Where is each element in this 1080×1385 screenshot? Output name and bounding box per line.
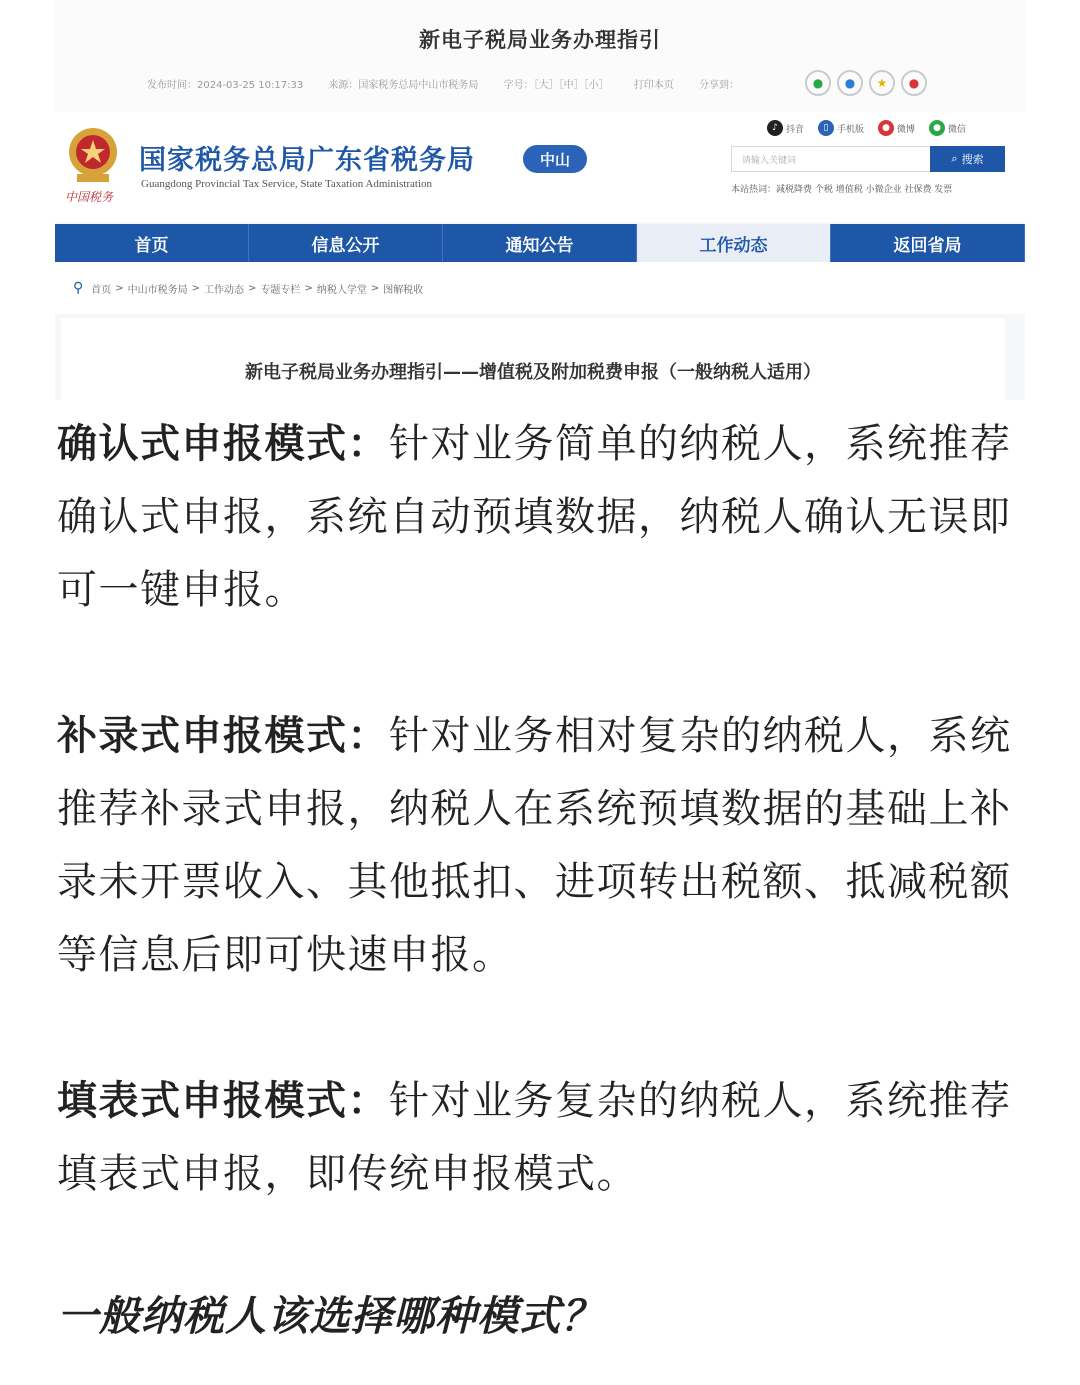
desc-form-mode: 针对业务复杂的纳税人，系统推荐填表式申报，即传统申报模式。 (57, 1078, 1012, 1197)
site-name[interactable]: 国家税务总局广东省税务局 (139, 145, 475, 176)
breadcrumb-separator: > (248, 282, 257, 294)
main-nav (55, 224, 1025, 262)
search-icon: ⌕ (951, 152, 958, 165)
nav-item-work-news[interactable]: 工作动态 (637, 224, 831, 262)
section-question: 一般纳税人该选择哪种模式？ (57, 1292, 603, 1340)
breadcrumb (55, 262, 1025, 314)
qzone-icon[interactable]: ★ (869, 70, 895, 96)
term-supplement-mode: 补录式申报模式： (57, 713, 389, 759)
article-body (57, 408, 1032, 1284)
term-confirm-mode: 确认式申报模式： (57, 421, 389, 467)
top-link-wechat[interactable] (929, 120, 966, 136)
site-name-en: Guangdong Provincial Tax Service, State Taxation Administration (141, 178, 433, 190)
top-link-label: 抖音 (786, 124, 805, 135)
content-card (61, 318, 1005, 400)
breadcrumb-separator: > (370, 282, 380, 294)
nav-item-home[interactable]: 首页 (55, 224, 249, 262)
weibo-icon: ● (878, 120, 894, 136)
article-source: 来源：国家税务总局中山市税务局 (328, 80, 479, 91)
nav-item-back-to-province[interactable]: 返回省局 (831, 224, 1025, 262)
location-pin-icon: ⚲ (73, 280, 84, 296)
page-title: 新电子税局业务办理指引——增值税及附加税费申报（一般纳税人适用） (245, 362, 821, 383)
share-label: 分享到： (698, 80, 739, 91)
breadcrumb-item[interactable]: 纳税人学堂 (316, 284, 367, 296)
weibo-icon[interactable]: ● (901, 70, 927, 96)
breadcrumb-item[interactable]: 中山市税务局 (127, 284, 188, 296)
wechat-icon[interactable]: ● (805, 70, 831, 96)
breadcrumb-separator: > (304, 282, 313, 294)
top-link-weibo[interactable] (878, 120, 915, 136)
print-link[interactable]: 打印本页 (633, 80, 674, 91)
top-link-label: 手机版 (837, 124, 865, 135)
city-badge: 中山 (523, 145, 587, 173)
share-buttons (805, 70, 927, 96)
search-button[interactable] (930, 146, 1005, 172)
breadcrumb-item[interactable]: 首页 (91, 284, 112, 296)
qq-icon[interactable]: ● (837, 70, 863, 96)
publish-time: 发布时间：2024-03-25 10:17:33 (147, 80, 304, 91)
article-header (55, 0, 1025, 112)
font-size-switch[interactable]: 字号：［大］［中］［小］ (503, 80, 609, 91)
wechat-icon: ● (929, 120, 945, 136)
douyin-icon: ♪ (767, 120, 783, 136)
paragraph-form-mode (57, 1065, 1032, 1211)
paragraph-confirm-mode (57, 408, 1032, 627)
emblem-caption: 中国税务 (65, 190, 114, 204)
hot-words[interactable]: 本站热词：减税降费 个税 增值税 小微企业 社保费 发票 (731, 185, 953, 195)
breadcrumb-item[interactable]: 专题专栏 (260, 284, 301, 296)
breadcrumb-separator: > (115, 282, 124, 294)
term-form-mode: 填表式申报模式： (57, 1078, 389, 1124)
top-links (767, 120, 966, 136)
search-input[interactable]: 请输入关键词 (731, 146, 931, 172)
article-meta (147, 76, 761, 91)
top-link-mobile[interactable] (818, 120, 864, 136)
breadcrumb-separator: > (191, 282, 201, 294)
mobile-icon: ▯ (818, 120, 834, 136)
article-title: 新电子税局业务办理指引 (419, 28, 661, 52)
paragraph-supplement-mode (57, 700, 1032, 992)
desc-confirm-mode: 针对业务简单的纳税人，系统推荐确认式申报，系统自动预填数据，纳税人确认无误即可一键申报。 (57, 421, 1012, 613)
breadcrumb-item[interactable]: 图解税收 (383, 284, 424, 296)
nav-item-info-disclosure[interactable]: 信息公开 (249, 224, 443, 262)
top-link-label: 微博 (897, 124, 916, 135)
top-link-label: 微信 (948, 124, 967, 135)
site-header (55, 112, 1025, 222)
breadcrumb-item[interactable]: 工作动态 (204, 284, 245, 296)
top-link-douyin[interactable] (767, 120, 804, 136)
desc-supplement-mode: 针对业务相对复杂的纳税人，系统推荐补录式申报，纳税人在系统预填数据的基础上补录未开票收入、其他抵扣、进项转出税额、抵减税额等信息后即可快速申报。 (57, 713, 1012, 978)
nav-item-notices[interactable]: 通知公告 (443, 224, 637, 262)
embedded-screenshot (55, 0, 1025, 400)
tax-emblem-icon (65, 126, 121, 184)
search-button-label: 搜索 (961, 153, 984, 166)
